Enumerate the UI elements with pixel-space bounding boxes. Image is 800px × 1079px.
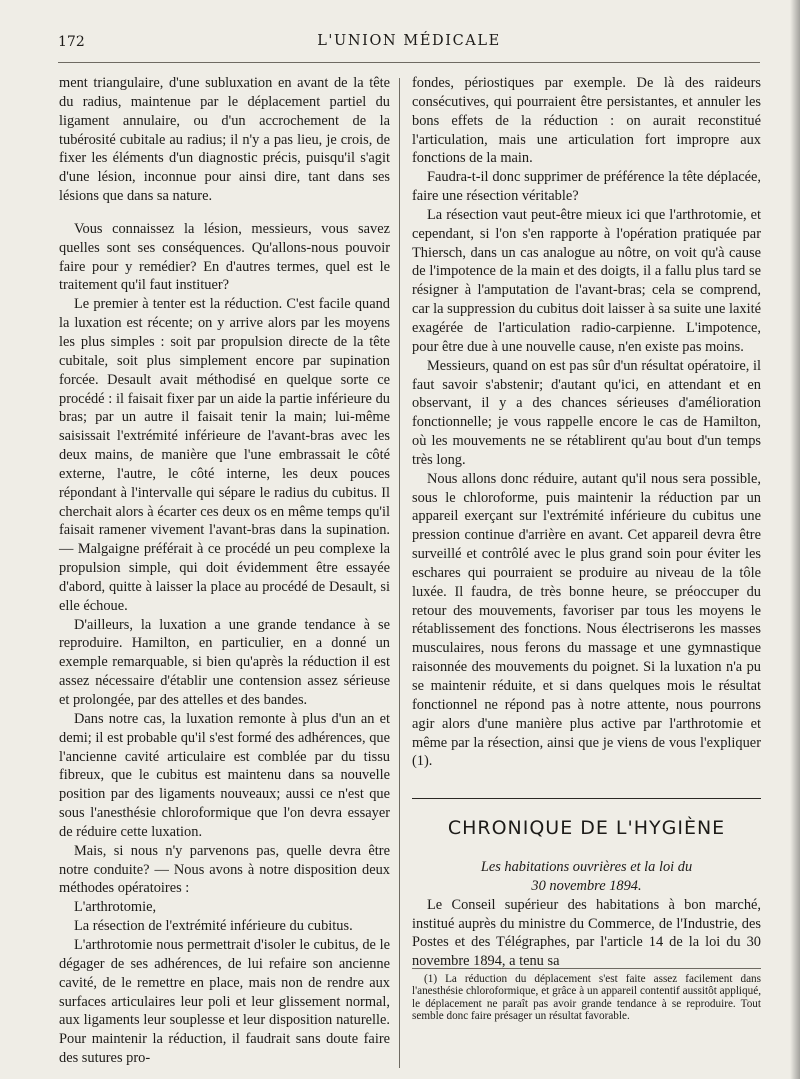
paragraph: Faudra-t-il donc supprimer de préférence la tête déplacée, faire une résection véritable?	[412, 169, 761, 205]
footnote-rule	[412, 968, 761, 969]
hygiene-article	[412, 858, 761, 971]
paragraph: D'ailleurs, la luxation a une grande tendance à se reproduire. Hamilton, en particulier, en a donné un exemple remarquable, si bien qu'après la réduction il est assez nécessaire d'établir une contension assez sérieuse et prolongée, par des attelles et des bandes.	[59, 616, 390, 708]
paragraph: fondes, périostiques par exemple. De là des raideurs consécutives, qui pourraient être persistantes, et annuler les bons effets de la réduction : on aurait reconstitué l'articulation, mais une articulation fort impropre aux fonctions de la main.	[412, 75, 761, 167]
paragraph: Mais, si nous n'y parvenons pas, quelle devra être notre conduite? — Nous avons à notre disposition deux méthodes opératoires :	[59, 842, 390, 897]
paragraph: Le premier à tenter est la réduction. C'est facile quand la luxation est récente; on y arrive alors par les moyens les plus simples : soit par propulsion directe de la tête cubitale, soit plus simplement encore par supination forcée. Desault avait méthodisé en quelque sorte ce procédé : il faisait fixer par un aide la partie inférieure du bras; par un autre il faisait tenir la main; lui-même saisissait l'extrémité inférieure de l'avant-bras avec les deux mains, de manière que l'une embrassait le côté externe, l'autre, le côté interne, les deux pouces répondant à l'intervalle qui sépare le radius du cubitus. Il cherchait alors à écarter ces deux os en même temps qu'il faisait ramener vivement l'avant-bras dans la supination. — Malgaigne préférait à ce procédé un peu complexe la propulsion simple, qui doit évidemment être essayée d'abord, quitte à laisser la place au procédé de Desault, si elle échoue.	[59, 296, 390, 614]
footnote: (1) La réduction du déplacement s'est faite assez facilement dans l'anesthésie chloroformique, et grâce à un appareil contentif aussitôt appliqué, le déplacement ne paraît pas avoir grande tendance à se reproduire. Tout semble donc faire présager un résultat favorable.	[412, 973, 761, 1023]
right-column	[412, 74, 761, 771]
section-title: CHRONIQUE DE L'HYGIÈNE	[447, 817, 726, 839]
running-title: L'UNION MÉDICALE	[317, 33, 501, 49]
paragraph: Vous connaissez la lésion, messieurs, vous savez quelles sont ses conséquences. Qu'allons-nous pouvoir faire pour y remédier? En d'autres termes, quel est le traitement qu'il faut instituer?	[59, 220, 390, 294]
paragraph: L'arthrotomie,	[74, 899, 157, 916]
paragraph: L'arthrotomie nous permettrait d'isoler le cubitus, de le dégager de ses adhérences, de lui refaire son ancienne cavité, de le remettre en place, mais non de rendre aux surfaces articulaires leur poli et leur glissement normal, aux ligaments leur souplesse et leur disposition naturelle. Pour maintenir la réduction, il faudrait sans doute faire des sutures pro-	[59, 936, 390, 1067]
article-title-line: 30 novembre 1894.	[531, 877, 642, 894]
paragraph: La résection vaut peut-être mieux ici que l'arthrotomie, et cependant, si l'on s'en rapporte à l'opération pratiquée par Thiersch, dans un cas analogue au nôtre, on voit qu'à cause de l'impotence de la main et des doigts, il a fallu plus tard se résigner à l'amputation de l'avant-bras; cela se comprend, car la suppression du cubitus doit laisser à sa suite une laxité exagérée de l'articulation radio-carpienne. L'impotence, pour être due à une nouvelle cause, n'en existe pas moins.	[412, 206, 761, 355]
article-title-line: Les habitations ouvrières et la loi du	[480, 859, 693, 875]
page-header	[58, 30, 760, 54]
paragraph: La résection de l'extrémité inférieure du cubitus.	[74, 918, 353, 935]
paragraph: ment triangulaire, d'une subluxation en avant de la tête du radius, maintenue par le déplacement partiel du ligament annulaire, ou d'un accrochement de la tubérosité cubitale au radius; il n'y a pas lieu, je crois, de fixer les éléments d'un diagnostic précis, puisqu'il s'agit d'une lésion, inconnue pour ainsi dire, tant dans ses lésions que dans sa nature.	[59, 75, 390, 205]
page-number: 172	[58, 34, 85, 50]
article-body: Le Conseil supérieur des habitations à bon marché, institué auprès du ministre du Commerce, de l'Industrie, des Postes et des Télégraphes, par l'article 14 de la loi du 30 novembre 1894, a tenu sa	[412, 896, 761, 970]
page-edge-shadow	[790, 0, 800, 1079]
header-rule	[58, 62, 760, 63]
paragraph: Messieurs, quand on est pas sûr d'un résultat opératoire, il faut savoir s'abstenir; d'autant qu'ici, en attendant et en observant, il y a des chances sérieuses d'amélioration fonctionnelle; je vous rappelle encore le cas de Hamilton, où les mouvements ne se rétablirent qu'au bout d'un temps très long.	[412, 357, 761, 468]
left-column	[59, 74, 390, 1068]
section-rule	[412, 798, 761, 799]
paragraph: Nous allons donc réduire, autant qu'il nous sera possible, sous le chloroforme, puis maintenir la réduction par un appareil exerçant sur l'extrémité inférieure du cubitus une pression continue d'arrière en avant. Cet appareil devra être surveillé et contrôlé avec le plus grand soin pour éviter les eschares qui pourraient se produire au niveau de la tôle luxée. Il faudra, de très bonne heure, se préoccuper du retour des mouvements, favoriser par tous les moyens le rétablissement des fonctions. Nous électriserons les masses musculaires, nous ferons du massage et une gymnastique raisonnée des mouvements du poignet. Si la luxation n'a pu se maintenir réduite, et si dans quelques mois le résultat fonctionnel ne répond pas à notre attente, nous pourrons agir alors d'une manière plus active par l'arthrotomie et même par la résection, ainsi que je viens de vous l'expliquer (1).	[412, 470, 761, 770]
paragraph: Dans notre cas, la luxation remonte à plus d'un an et demi; il est probable qu'il s'est formé des adhérences, que l'ancienne cavité articulaire est comblée par du tissu fibreux, que le cubitus est maintenu dans sa nouvelle position par des ligaments nouveaux; aussi ce n'est que sous l'anesthésie chloroformique que l'on devra essayer de réduire cette luxation.	[59, 710, 390, 840]
column-divider	[399, 78, 400, 1068]
